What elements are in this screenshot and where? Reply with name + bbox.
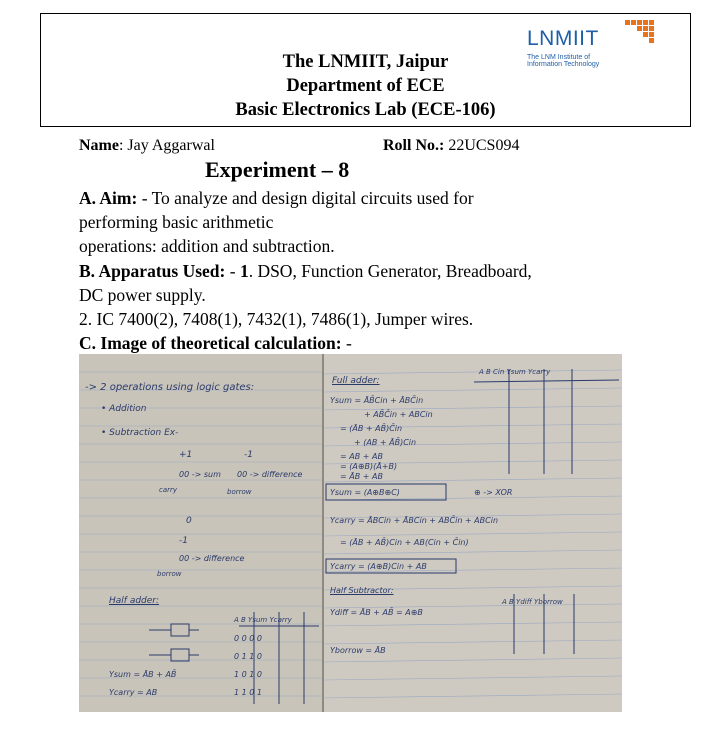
note-l8: carry xyxy=(159,486,178,494)
logo-text: LNMIIT xyxy=(527,27,599,50)
note-r6: + (AB + ĀB̄)Cin xyxy=(354,438,417,447)
aim-text-1: - To analyze and design digital circuits used for xyxy=(137,188,474,208)
note-l1: -> 2 operations using logic gates: xyxy=(85,382,255,393)
note-r10: Ysum = (A⊕B⊕C) xyxy=(330,488,400,497)
note-l11: -1 xyxy=(179,536,188,546)
note-r1: Full adder: xyxy=(332,376,380,386)
note-l15: A B Ysum Ycarry xyxy=(234,616,292,624)
apparatus-prefix: - xyxy=(225,261,240,281)
note-l17: 0 1 1 0 xyxy=(234,652,262,661)
apparatus-label: B. Apparatus Used: xyxy=(79,261,226,281)
right-page-lines xyxy=(324,354,622,712)
note-r3: Ysum = ĀB̄Cin + ĀBC̄in xyxy=(330,396,424,405)
note-l2: • Addition xyxy=(101,404,147,414)
name-value: : Jay Aggarwal xyxy=(118,137,215,154)
roll-value: 22UCS094 xyxy=(444,137,520,154)
roll-line xyxy=(383,137,519,155)
notebook-photo xyxy=(79,354,622,712)
lnmiit-logo xyxy=(527,18,662,68)
note-r9: = ĀB + AB xyxy=(340,472,383,481)
apparatus-num: 1 xyxy=(239,261,249,281)
apparatus-text-1: . DSO, Function Generator, Breadboard, xyxy=(248,261,532,281)
note-r4: + AB̄C̄in + ABCin xyxy=(364,410,433,419)
note-l19: 1 1 0 1 xyxy=(234,688,262,697)
section-c-suffix: - xyxy=(341,333,352,353)
note-r12: Ycarry = ĀBCin + ĀBCin + ABC̄in + ABCin xyxy=(330,516,499,525)
notebook-left-page xyxy=(79,354,324,712)
section-c-label: C. Image of theoretical calculation: xyxy=(79,333,342,353)
note-l16: 0 0 0 0 xyxy=(234,634,262,643)
note-l9: borrow xyxy=(227,488,252,496)
roll-label: Roll No.: xyxy=(383,137,445,154)
note-l6: 00 -> sum xyxy=(179,470,221,479)
note-l20: Ysum = ĀB + AB̄ xyxy=(109,670,177,679)
note-r8: = (A⊕B)(Ā+B) xyxy=(340,462,398,471)
department-name: Department of ECE xyxy=(286,76,445,96)
aim-label: A. Aim: xyxy=(79,188,138,208)
note-r5: = (ĀB + AB̄)C̄in xyxy=(340,424,403,433)
institute-name: The LNMIIT, Jaipur xyxy=(282,52,449,72)
apparatus-line-2: DC power supply. xyxy=(79,285,206,305)
note-r13: = (ĀB + AB̄)Cin + AB(Cin + C̄in) xyxy=(340,538,469,547)
note-l7: 00 -> difference xyxy=(237,470,303,479)
note-r7: = AB + AB xyxy=(340,452,383,461)
section-c-line xyxy=(79,333,352,354)
logo-subtitle-1: The LNM Institute of xyxy=(527,54,591,61)
apparatus-line-1 xyxy=(79,261,532,282)
note-r2: A B Cin Ysum Ycarry xyxy=(479,368,551,376)
note-r18: A B Ydiff Yborrow xyxy=(502,598,563,606)
note-r16: Ydiff = ĀB + AB̄ = A⊕B xyxy=(330,608,423,617)
experiment-title: Experiment – 8 xyxy=(205,157,350,182)
logo-subtitle-2: Information Technology xyxy=(527,61,600,68)
notebook-right-page xyxy=(324,354,622,712)
note-l14: Half adder: xyxy=(109,596,160,606)
note-l4: +1 xyxy=(179,450,193,460)
apparatus-line-3: 2. IC 7400(2), 7408(1), 7432(1), 7486(1), Jumper wires. xyxy=(79,309,474,329)
note-l18: 1 0 1 0 xyxy=(234,670,262,679)
note-r15: Half Subtractor: xyxy=(330,586,394,595)
aim-line-1 xyxy=(79,188,474,209)
note-l21: Ycarry = AB xyxy=(109,688,158,697)
aim-line-2: performing basic arithmetic xyxy=(79,212,274,232)
note-l12: 00 -> difference xyxy=(179,554,245,563)
note-r11: ⊕ -> XOR xyxy=(474,488,513,497)
aim-line-3: operations: addition and subtraction. xyxy=(79,236,335,256)
name-line xyxy=(79,137,215,155)
course-name: Basic Electronics Lab (ECE-106) xyxy=(235,100,496,120)
note-l5: -1 xyxy=(244,450,253,460)
note-r14: Ycarry = (A⊕B)Cin + AB xyxy=(330,562,427,571)
note-r17: Yborrow = ĀB xyxy=(330,646,386,655)
note-l3: • Subtraction Ex- xyxy=(101,428,179,438)
note-l10: 0 xyxy=(186,516,192,526)
note-l13: borrow xyxy=(157,570,182,578)
name-label: Name xyxy=(79,137,119,154)
